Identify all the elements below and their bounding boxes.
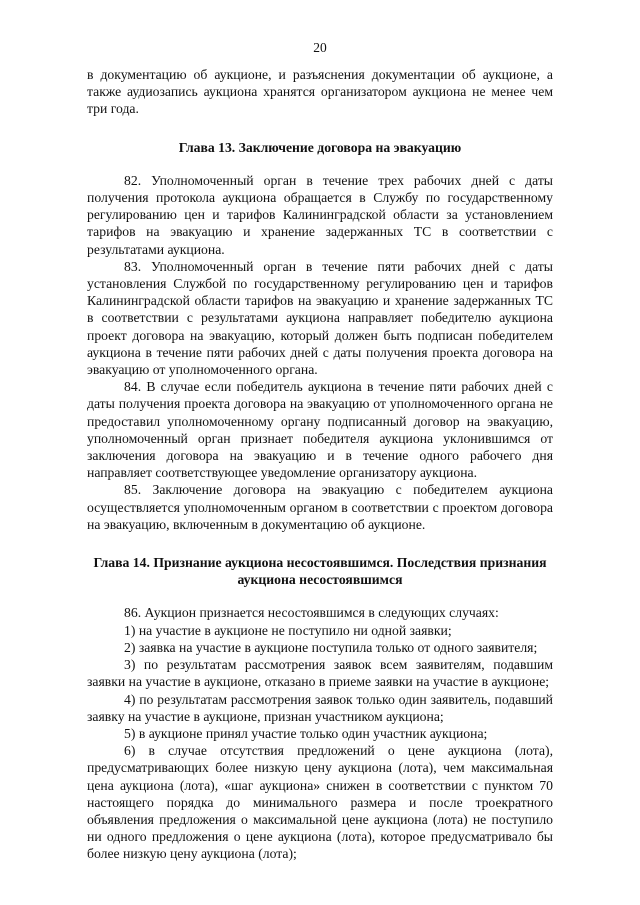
paragraph-82: 82. Уполномоченный орган в течение трех рабочих дней с даты получения протокола аукциона обращается в Службу по государственному регулированию цен и тарифов Калининградской области за установлением тарифов на эвакуацию и хранение задержанных ТС в соответствии с результатами аукциона. — [87, 172, 553, 257]
list-item-1: 1) на участие в аукционе не поступило ни одной заявки; — [124, 622, 452, 638]
paragraph-86: 86. Аукцион признается несостоявшимся в следующих случаях: — [124, 605, 499, 621]
chapter-14-title-line2: аукциона несостоявшимся — [237, 572, 403, 588]
list-item-3: 3) по результатам рассмотрения заявок всем заявителям, подавшим заявки на участие в аукционе, отказано в приеме заявки на участие в аукционе; — [87, 657, 553, 690]
list-item-5: 5) в аукционе принял участие только один участник аукциона; — [124, 725, 488, 741]
document-body — [87, 66, 553, 863]
chapter-14-title — [87, 554, 553, 588]
page-number: 20 — [313, 40, 327, 55]
paragraph-83: 83. Уполномоченный орган в течение пяти рабочих дней с даты установления Службой по государственному регулированию цен и тарифов Калининградской области тарифов на эвакуацию и хранение задержанных ТС в соответствии с результатами аукциона направляет победителю аукциона проект договора на эвакуацию, который должен быть подписан победителем аукциона в течение пяти рабочих дней с даты получения проекта договора на эвакуацию от уполномоченного органа. — [87, 258, 553, 378]
list-item-4: 4) по результатам рассмотрения заявок только один заявитель, подавший заявку на участие в аукционе, признан участником аукциона; — [87, 691, 553, 724]
paragraph-85: 85. Заключение договора на эвакуацию с победителем аукциона осуществляется уполномоченным органом в соответствии с проектом договора на эвакуацию, включенным в документацию об аукционе. — [87, 482, 553, 532]
chapter-14-title-line1: Глава 14. Признание аукциона несостоявшимся. Последствия признания — [93, 555, 547, 571]
list-item-2: 2) заявка на участие в аукционе поступила только от одного заявителя; — [124, 639, 538, 655]
chapter-13-title: Глава 13. Заключение договора на эвакуацию — [178, 139, 462, 155]
list-item-6: 6) в случае отсутствия предложений о цене аукциона (лота), предусматривающих более низкую цену аукциона (лота), чем максимальная цена аукциона (лота), «шаг аукциона» снижен в соответствии с пунктом 70 настоящего порядка до минимального размера и после троекратного объявления предложения о максимальной цене аукциона (лота) не поступило ни одного предложения о цене аукциона (лота), которое предусматривало бы более низкую цену аукциона (лота); — [87, 743, 553, 862]
intro-paragraph: в документацию об аукционе, и разъяснения документации об аукционе, а также аудиозапись аукциона хранятся организатором аукциона не менее чем три года. — [87, 67, 553, 117]
paragraph-84: 84. В случае если победитель аукциона в течение пяти рабочих дней с даты получения проекта договора на эвакуацию от уполномоченного органа не предоставил уполномоченному органу подписанный договор на эвакуацию, уполномоченный орган признает победителя аукциона уклонившимся от заключения договора на эвакуацию и в течение одного рабочего дня направляет соответствующее уведомление организатору аукциона. — [87, 379, 553, 481]
